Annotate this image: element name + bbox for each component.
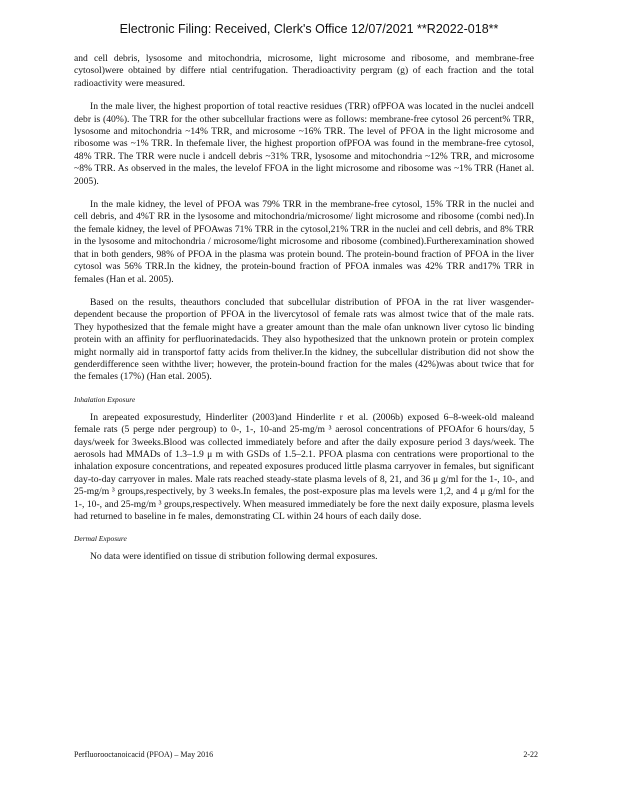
dermal-heading: Dermal Exposure (74, 534, 127, 544)
document-body (74, 53, 534, 575)
paragraph-liver: In the male liver, the highest proportion of total reactive residues (TRR) ofPFOA was located in the nuclei andcell debr is (40%). The TRR for the other subcellular fractions were as follows: membrane-free cytosol 26 percent% TRR, lysosome and mitochondria ~14% TRR, and microsome ~16% TRR. The level of PFOA in the light microsome and ribosome was ~1% TRR. In thefemale liver, the highest proportion ofPFOA was found in the membrane-free cytosol, 48% TRR. The TRR were nucle i andcell debris ~31% TRR, lysosome and mitochondria ~12% TRR, and microsome ~8% TRR. As observed in the males, the levelof FFOA in the light microsome and ribosome was ~1% TRR (Hanet al. 2005). (74, 101, 534, 187)
inhalation-heading: Inhalation Exposure (74, 394, 136, 404)
paragraph-fractionation: and cell debris, lysosome and mitochondria, microsome, light microsome and ribosome, and membrane-free cytosol)were obtained by differe ntial centrifugation. Theradioactivity pergram (g) of each fraction and the total radioactivity were measured. (74, 53, 534, 89)
filing-header: Electronic Filing: Received, Clerk's Office 12/07/2021 **R2022-018** (119, 22, 499, 36)
paragraph-kidney: In the male kidney, the level of PFOA was 79% TRR in the membrane-free cytosol, 15% TRR in the nuclei and cell debris, and 4%T RR in the lysosome and mitochondria/microsome/ light microsome and ribosome (combi ned).In the female kidney, the level of PFOAwas 71% TRR in the cytosol,21% TRR in the nuclei and cell debris, and 8% TRR in the lysosome and mitochondria / microsome/light microsome and ribosome (combined).Furtherexamination showed that in both genders, 98% of PFOA in the plasma was protein bound. The protein-bound fraction of PFOA in the liver cytosol was 56% TRR.In the kidney, the protein-bound fraction of PFOA inmales was 42% TRR and17% TRR in females (Han et al. 2005). (74, 199, 534, 285)
page-number: 2-22 (523, 750, 538, 759)
paragraph-dermal: No data were identified on tissue di stribution following dermal exposures. (90, 551, 378, 563)
paragraph-inhalation: In arepeated exposurestudy, Hinderliter (2003)and Hinderlite r et al. (2006b) exposed 6–8-week-old maleand female rats (5 perge nder pergroup) to 0-, 1-, 10-and 25-mg/m ³ aerosol concentrations of PFOAfor 6 hours/day, 5 days/week for 3weeks.Blood was collected immediately before and after the daily exposure period 3 days/week. The aerosols had MMADs of 1.3–1.9 μ m with GSDs of 1.5–2.1. PFOA plasma con centrations were proportional to the inhalation exposure concentrations, and repeated exposures produced little plasma carryover in females, but significant day-to-day carryover in males. Male rats reached steady-state plasma levels of 8, 21, and 36 μ g/ml for the 1-, 10-, and 25-mg/m ³ groups,respectively, by 3 weeks.In females, the post-exposure plas ma levels were 1,2, and 4 μ g/ml for the 1-, 10-, and 25-mg/m ³ groups,respectively. When measured immediately be fore the next daily exposure, plasma levels had returned to baseline in fe males, demonstrating CL within 24 hours of each daily dose. (74, 411, 534, 522)
footer-document-title: Perfluorooctanoicacid (PFOA) – May 2016 (74, 750, 214, 759)
paragraph-conclusions: Based on the results, theauthors concluded that subcellular distribution of PFOA in the rat liver wasgender-dependent because the proportion of PFOA in the livercytosol of female rats was almost twice that of the male rats. They hypothesized that the female might have a greater amount than the male ofan unknown liver cytoso lic binding protein with an affinity for perfluorinatedacids. They also hypothesized that the unknown protein or protein complex might normally aid in transportof fatty acids from theliver.In the kidney, the subcellular distribution did not show the genderdifference seen withthe liver; however, the protein-bound fraction for the males (42%)was about twice that for the females (17%) (Han etal. 2005). (74, 296, 534, 383)
